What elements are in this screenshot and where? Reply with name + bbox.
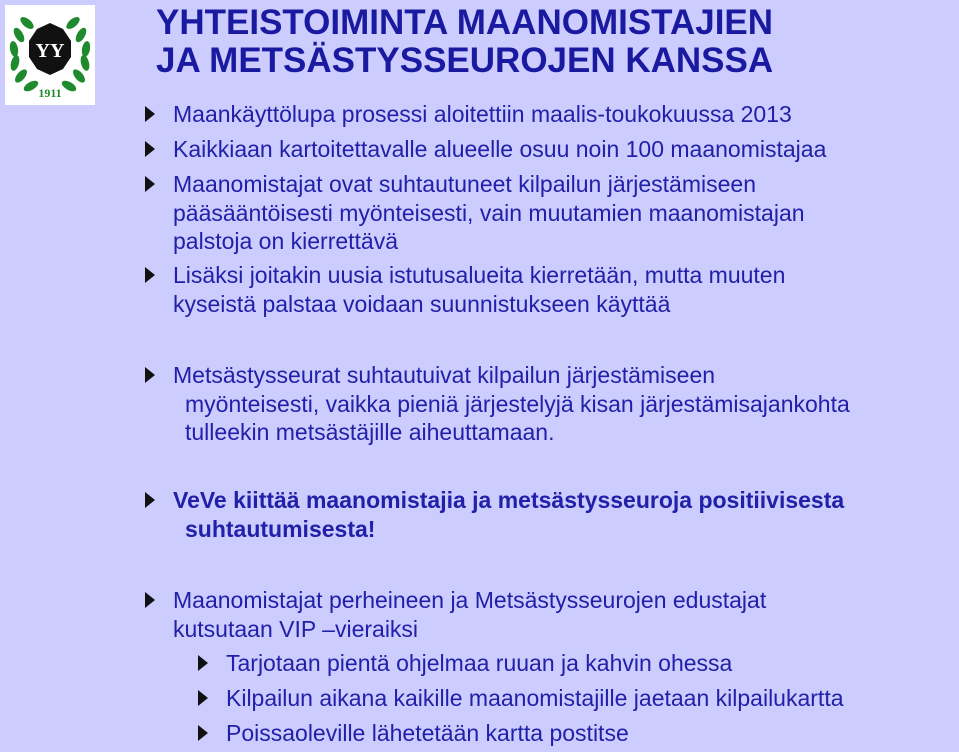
bullet-line: Maanomistajat ovat suhtautuneet kilpailun järjestämiseen (173, 171, 756, 197)
bullet-arrow-icon (145, 492, 155, 508)
bullet-arrow-icon (145, 176, 155, 192)
sub-bullet-item-2 (226, 684, 844, 713)
page-title-line-1: YHTEISTOIMINTA MAANOMISTAJIEN (156, 3, 774, 42)
bullet-item-2 (173, 135, 826, 164)
bullet-line: suhtautumisesta! (185, 515, 376, 542)
bullet-arrow-icon (145, 367, 155, 383)
sub-bullet-item-1 (226, 649, 732, 678)
page-title (156, 4, 946, 80)
bullet-arrow-icon (145, 267, 155, 283)
bullet-line: kyseistä palstaa voidaan suunnistukseen käyttää (173, 290, 671, 317)
bullet-line: Poissaoleville lähetetään kartta postitse (226, 720, 629, 746)
bullet-line: Kilpailun aikana kaikille maanomistajille jaetaan kilpailukartta (226, 685, 844, 711)
bullet-arrow-icon (145, 106, 155, 122)
bullet-arrow-icon (198, 690, 208, 706)
bullet-line: pääsääntöisesti myönteisesti, vain muutamien maanomistajan (173, 199, 805, 226)
logo-year: 1911 (38, 86, 62, 100)
bullet-line: palstoja on kierrettävä (173, 228, 399, 254)
bullet-line: Maanomistajat perheineen ja Metsästysseurojen edustajat (173, 587, 767, 613)
bullet-item-4 (173, 261, 785, 318)
bullet-item-7 (173, 586, 766, 643)
logo-letters: YY (35, 40, 65, 62)
bullet-line: Metsästysseurat suhtautuivat kilpailun järjestämiseen (173, 362, 716, 388)
bullet-arrow-icon (145, 141, 155, 157)
bullet-line: kutsutaan VIP –vieraiksi (173, 615, 419, 642)
bullet-line: tulleekin metsästäjille aiheuttamaan. (185, 419, 555, 445)
page-title-line-2: JA METSÄSTYSSEUROJEN KANSSA (156, 41, 774, 80)
bullet-line: Lisäksi joitakin uusia istutusalueita kierretään, mutta muuten (173, 262, 786, 288)
laurel-wreath-icon (5, 5, 95, 105)
bullet-arrow-icon (198, 725, 208, 741)
bullet-line: Kaikkiaan kartoitettavalle alueelle osuu noin 100 maanomistajaa (173, 136, 827, 162)
bullet-item-1 (173, 100, 792, 129)
bullet-item-3 (173, 170, 805, 256)
bullet-item-6 (173, 486, 844, 543)
bullet-arrow-icon (145, 592, 155, 608)
club-logo (5, 5, 95, 105)
bullet-line: Tarjotaan pientä ohjelmaa ruuan ja kahvin ohessa (226, 650, 733, 676)
bullet-arrow-icon (198, 655, 208, 671)
bullet-line: myönteisesti, vaikka pieniä järjestelyjä kisan järjestämisajankohta (185, 390, 850, 417)
bullet-line: VeVe kiittää maanomistajia ja metsästysseuroja positiivisesta (173, 487, 845, 513)
sub-bullet-item-3 (226, 719, 629, 748)
bullet-item-5 (173, 361, 850, 447)
bullet-line: Maankäyttölupa prosessi aloitettiin maalis-toukokuussa 2013 (173, 101, 792, 127)
